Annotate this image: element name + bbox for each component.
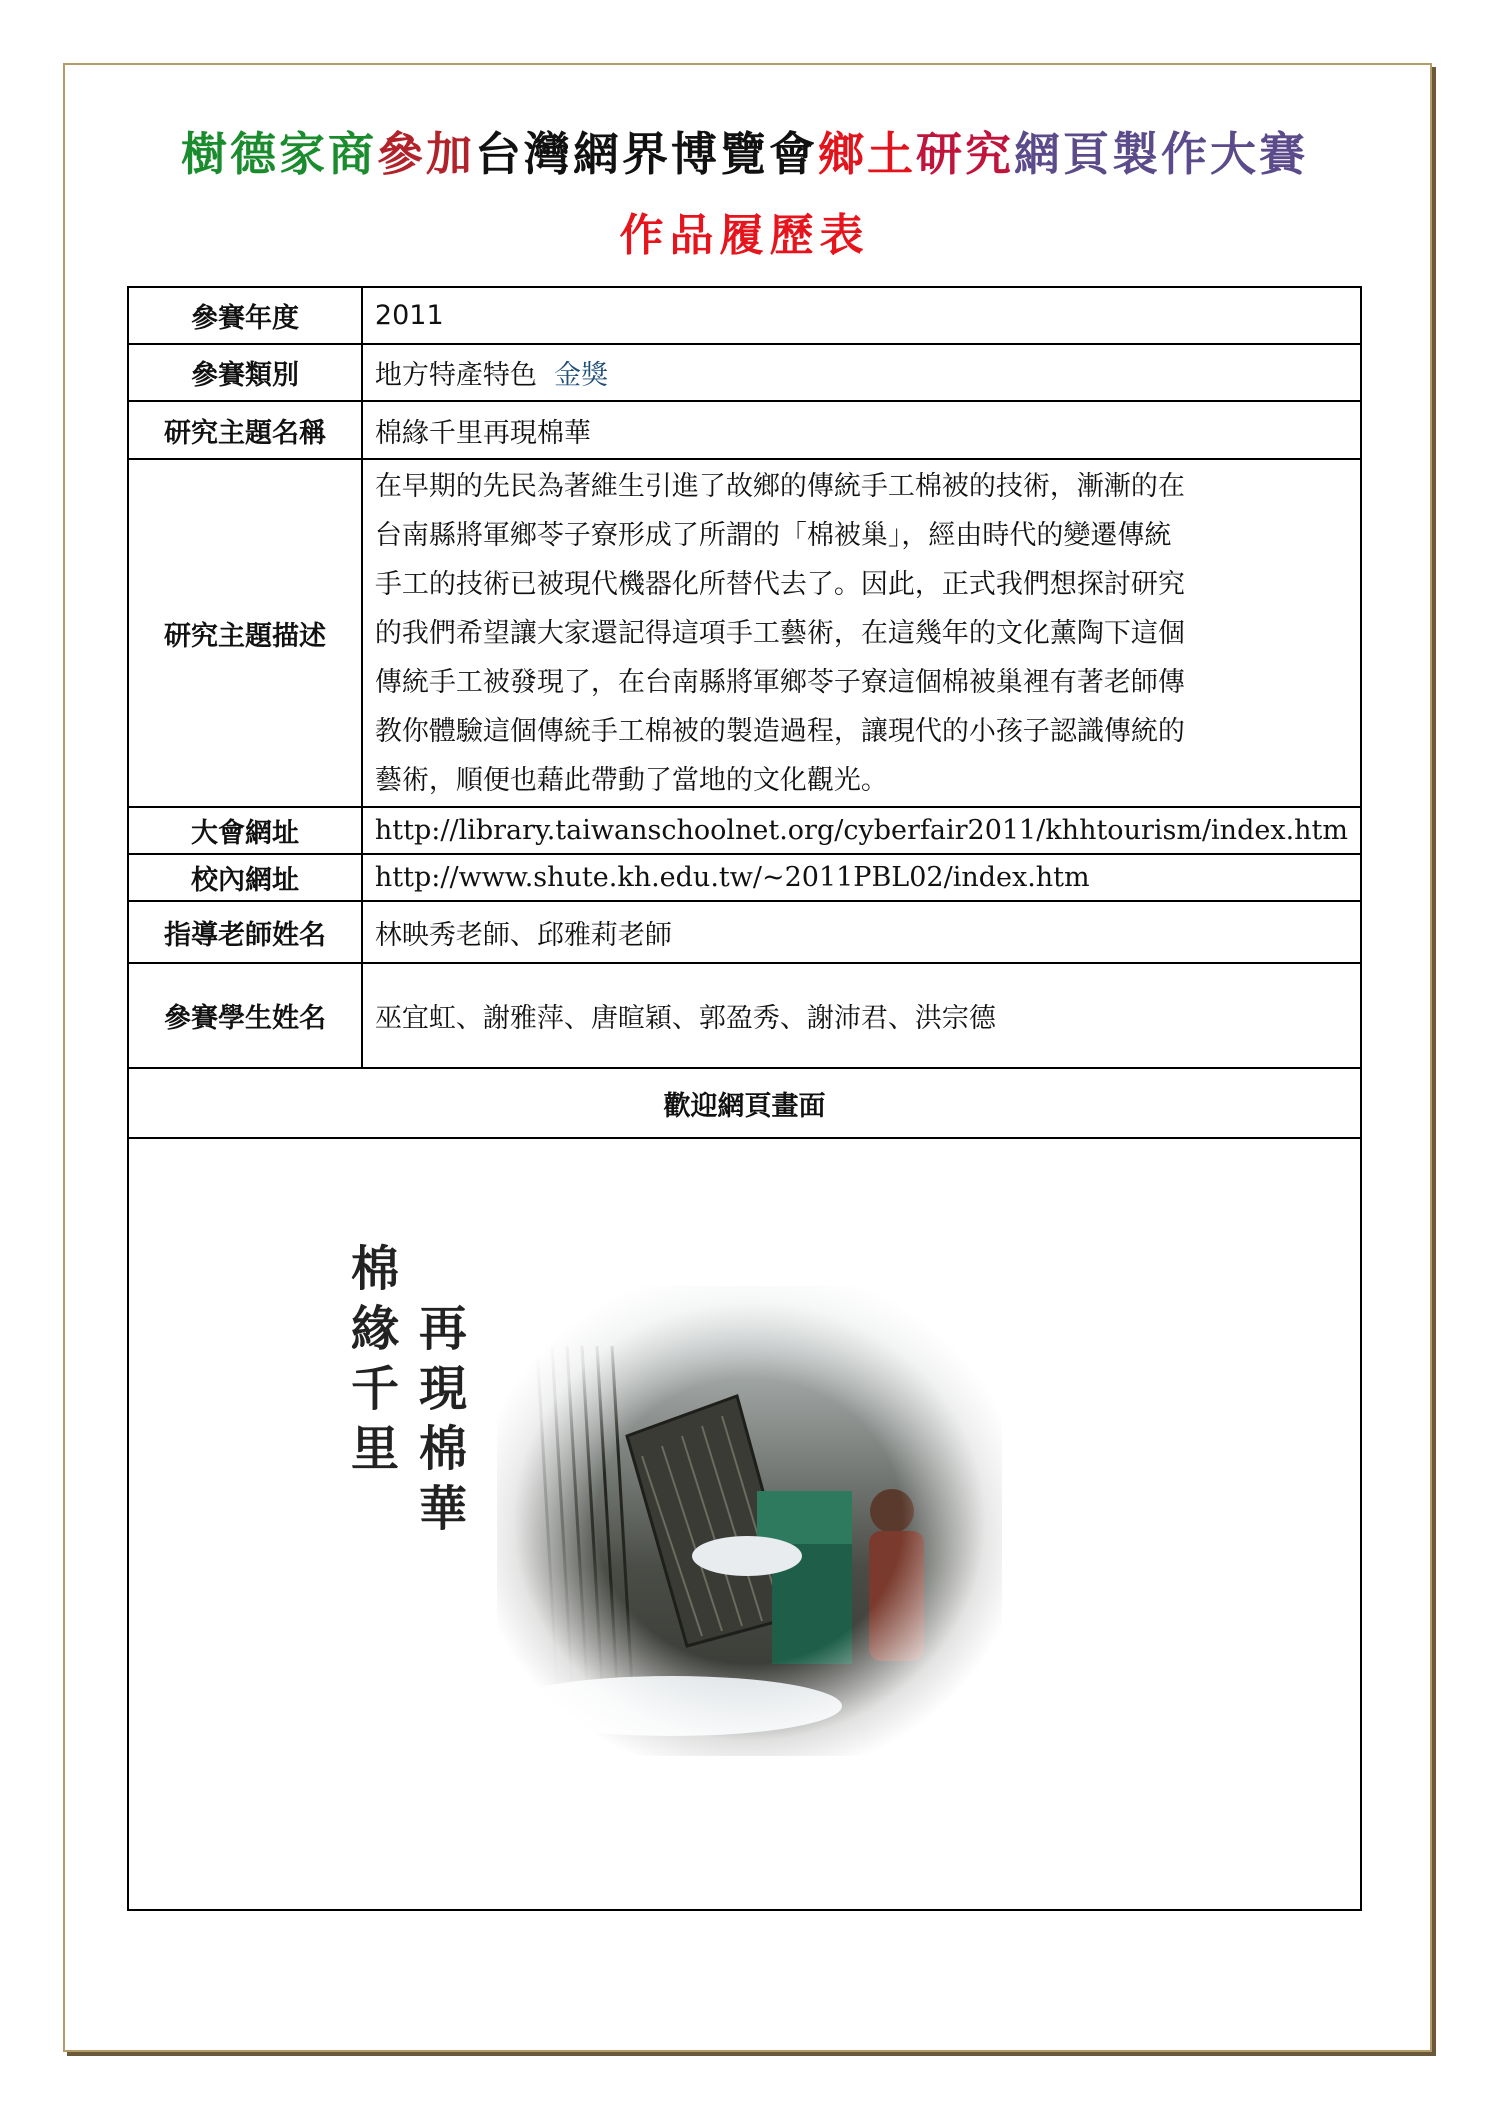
table-row — [128, 459, 1361, 807]
desc-line: 藝術，順便也藉此帶動了當地的文化觀光。 — [374, 764, 888, 796]
vertical-title-text: 再現棉華 — [418, 1301, 467, 1537]
table-row — [128, 401, 1361, 459]
student-value: 巫宜虹、謝雅萍、唐暄穎、郭盈秀、謝沛君、洪宗德 — [362, 963, 1361, 1068]
info-table — [127, 286, 1362, 1911]
page-title — [0, 124, 1489, 184]
school-url-label: 校內網址 — [128, 854, 362, 901]
title-segment: 參加 — [377, 127, 475, 181]
header — [0, 124, 1489, 264]
table-row — [128, 1068, 1361, 1138]
desc-label: 研究主題描述 — [128, 459, 362, 807]
table-row — [128, 1138, 1361, 1910]
fair-url-label: 大會網址 — [128, 807, 362, 854]
year-value: 2011 — [362, 287, 1361, 344]
category-value: 地方特產特色 — [374, 360, 537, 391]
desc-line: 台南縣將軍鄉苓子寮形成了所謂的「棉被巢」，經由時代的變遷傳統 — [374, 519, 1172, 551]
desc-line: 手工的技術已被現代機器化所替代去了。因此，正式我們想探討研究 — [374, 568, 1185, 600]
title-segment: 網頁製作大賽 — [1014, 127, 1308, 181]
title-segment: 研究 — [916, 127, 1014, 181]
factory-photo — [497, 1286, 1002, 1756]
desc-line: 傳統手工被發現了，在台南縣將軍鄉苓子寮這個棉被巢裡有著老師傳 — [374, 666, 1185, 698]
section-title: 歡迎網頁畫面 — [128, 1068, 1361, 1138]
title-segment: 樹德家商 — [181, 127, 377, 181]
table-row — [128, 287, 1361, 344]
vertical-title-col1 — [347, 1239, 403, 1479]
teacher-label: 指導老師姓名 — [128, 901, 362, 963]
vertical-title-col2 — [415, 1299, 471, 1539]
desc-value — [362, 459, 1361, 807]
fair-url-link[interactable]: http://library.taiwanschoolnet.org/cyberfair2011/khhtourism/index.htm — [362, 807, 1361, 854]
desc-line: 的我們希望讓大家還記得這項手工藝術，在這幾年的文化薰陶下這個 — [374, 617, 1185, 649]
table-row — [128, 901, 1361, 963]
page-subtitle: 作品履歷表 — [619, 210, 870, 261]
welcome-image-cell — [128, 1138, 1361, 1910]
topic-label: 研究主題名稱 — [128, 401, 362, 459]
desc-line: 在早期的先民為著維生引進了故鄉的傳統手工棉被的技術，漸漸的在 — [374, 470, 1185, 502]
school-url-link[interactable]: http://www.shute.kh.edu.tw/~2011PBL02/index.htm — [362, 854, 1361, 901]
category-label: 參賽類別 — [128, 344, 362, 401]
title-segment: 鄉土 — [818, 127, 916, 181]
category-cell — [362, 344, 1361, 401]
teacher-value: 林映秀老師、邱雅莉老師 — [362, 901, 1361, 963]
table-row — [128, 854, 1361, 901]
vertical-title-text: 棉緣千里 — [350, 1241, 399, 1477]
year-label: 參賽年度 — [128, 287, 362, 344]
topic-value: 棉緣千里再現棉華 — [362, 401, 1361, 459]
desc-line: 教你體驗這個傳統手工棉被的製造過程，讓現代的小孩子認識傳統的 — [374, 715, 1185, 747]
table-row — [128, 344, 1361, 401]
category-award: 金獎 — [554, 360, 609, 391]
title-segment: 台灣網界博覽會 — [475, 127, 818, 181]
table-row — [128, 963, 1361, 1068]
table-row — [128, 807, 1361, 854]
student-label: 參賽學生姓名 — [128, 963, 362, 1068]
